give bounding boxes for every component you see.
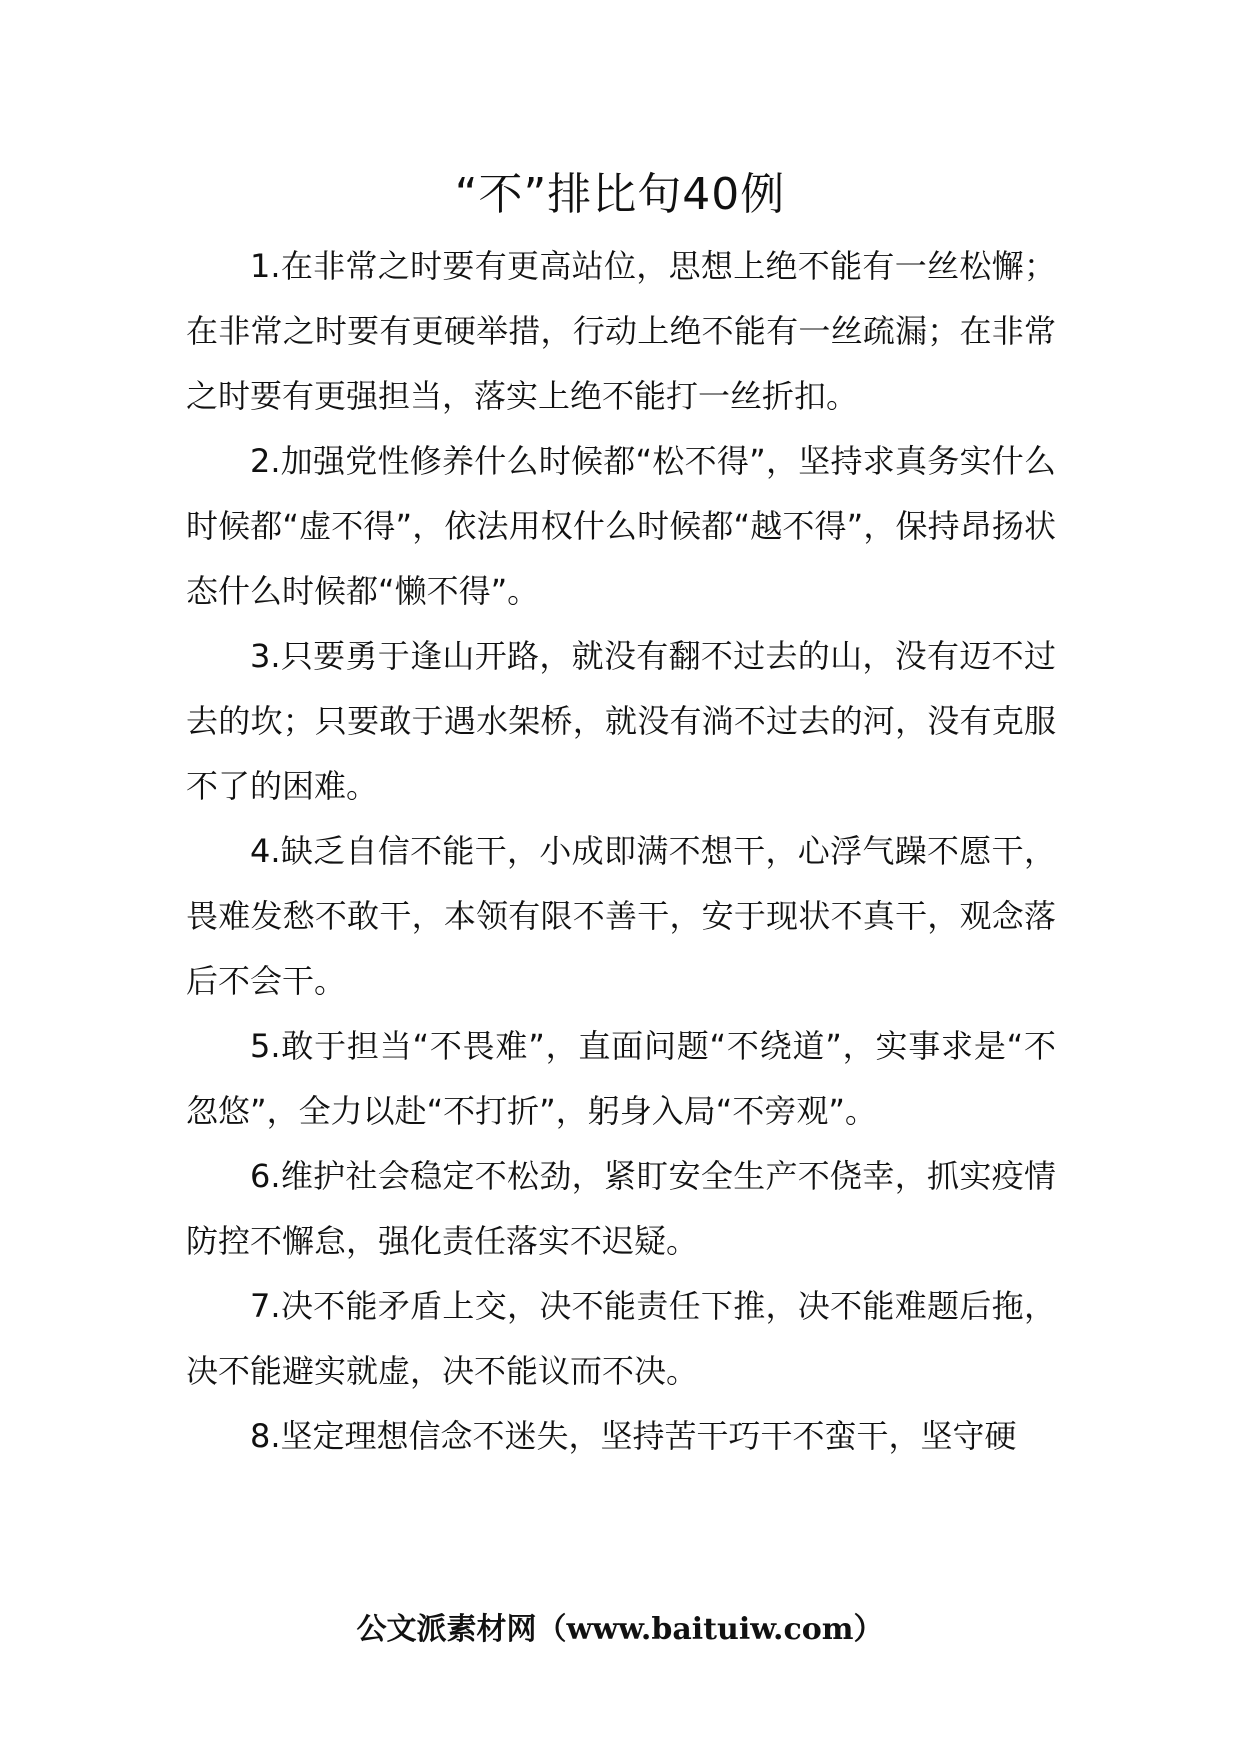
paragraph-6: 6.维护社会稳定不松劲，紧盯安全生产不侥幸，抓实疫情防控不懈怠，强化责任落实不迟疑。 bbox=[186, 1157, 1056, 1260]
document-body bbox=[186, 234, 1056, 1469]
paragraph-5: 5.敢于担当“不畏难”，直面问题“不绕道”，实事求是“不忽悠”，全力以赴“不打折”，躬身入局“不旁观”。 bbox=[186, 1027, 1056, 1130]
paragraph-1: 1.在非常之时要有更高站位，思想上绝不能有一丝松懈；在非常之时要有更硬举措，行动上绝不能有一丝疏漏；在非常之时要有更强担当，落实上绝不能打一丝折扣。 bbox=[186, 247, 1056, 415]
paragraph-3: 3.只要勇于逢山开路，就没有翻不过去的山，没有迈不过去的坎；只要敢于遇水架桥，就没有淌不过去的河，没有克服不了的困难。 bbox=[186, 637, 1056, 805]
page-footer-watermark: 公文派素材网（www.baituiw.com） bbox=[356, 1612, 884, 1647]
paragraph-8: 8.坚定理想信念不迷失，坚持苦干巧干不蛮干，坚守硬 bbox=[250, 1417, 1017, 1455]
document-title: “不”排比句40例 bbox=[454, 169, 786, 220]
paragraph-2: 2.加强党性修养什么时候都“松不得”，坚持求真务实什么时候都“虚不得”，依法用权什么时候都“越不得”，保持昂扬状态什么时候都“懒不得”。 bbox=[186, 442, 1056, 610]
paragraph-7: 7.决不能矛盾上交，决不能责任下推，决不能难题后拖，决不能避实就虚，决不能议而不决。 bbox=[186, 1287, 1056, 1390]
paragraph-4: 4.缺乏自信不能干，小成即满不想干，心浮气躁不愿干，畏难发愁不敢干，本领有限不善干，安于现状不真干，观念落后不会干。 bbox=[186, 832, 1056, 1000]
